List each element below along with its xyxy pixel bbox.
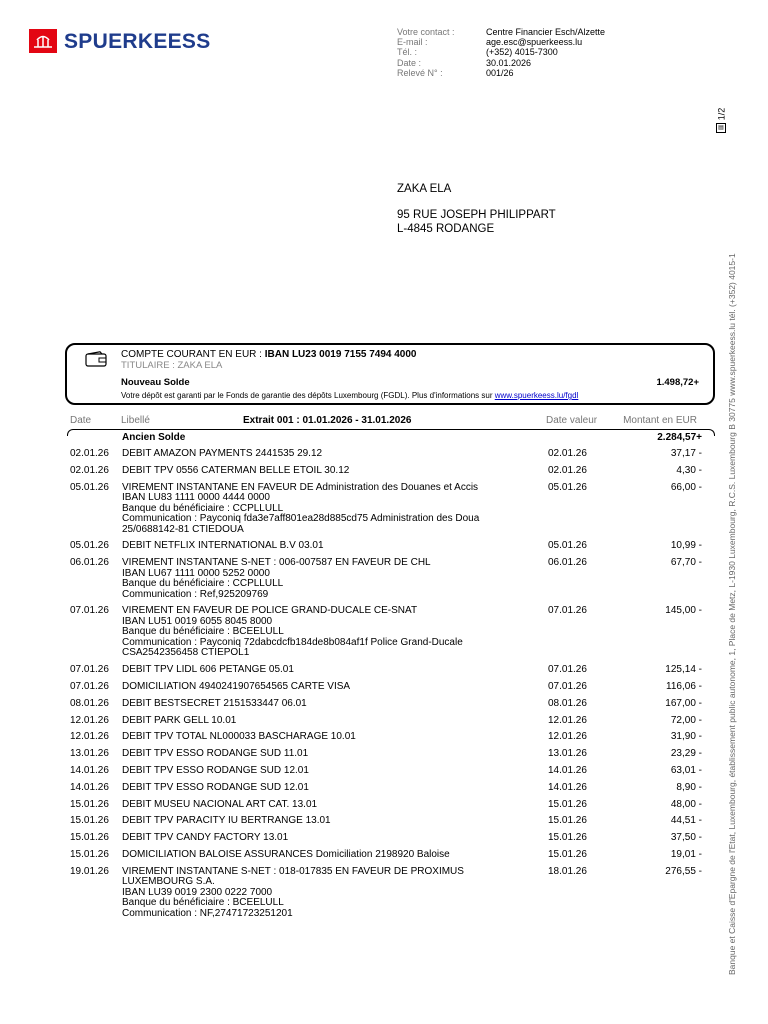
contact-row <box>397 37 605 47</box>
table-row <box>70 800 702 811</box>
fgdl-text: Votre dépôt est garanti par le Fonds de garantie des dépôts Luxembourg (FGDL). Plus d'informations sur <box>121 391 495 400</box>
col-date-valeur: Date valeur <box>546 415 598 426</box>
row-amount: 72,00 - <box>670 714 702 726</box>
row-date: 07.01.26 <box>70 605 109 617</box>
row-libelle <box>122 867 542 920</box>
contact-row <box>397 58 605 68</box>
row-date-valeur: 02.01.26 <box>548 464 587 476</box>
libelle-line: IBAN LU67 1111 0000 5252 0000 <box>122 567 270 579</box>
contact-row <box>397 68 605 78</box>
account-title <box>121 349 417 360</box>
row-date: 14.01.26 <box>70 781 109 793</box>
address-line2: L-4845 RODANGE <box>397 222 495 235</box>
contact-value: 30.01.2026 <box>486 57 532 68</box>
table-header <box>67 415 711 429</box>
table-row <box>70 558 702 600</box>
row-date: 15.01.26 <box>70 832 109 844</box>
row-date-valeur: 14.01.26 <box>548 781 587 793</box>
row-libelle <box>122 449 542 460</box>
row-date-valeur: 14.01.26 <box>548 765 587 777</box>
libelle-line: DEBIT TPV CANDY FACTORY 13.01 <box>122 832 289 844</box>
table-row <box>70 816 702 827</box>
row-libelle <box>122 558 542 600</box>
opening-balance-label: Ancien Solde <box>122 432 186 443</box>
libelle-line: IBAN LU83 1111 0000 4444 0000 <box>122 492 270 504</box>
row-libelle <box>122 816 542 827</box>
account-summary <box>65 343 715 405</box>
table-row <box>70 483 702 536</box>
row-date-valeur: 15.01.26 <box>548 832 587 844</box>
libelle-line: DEBIT TPV ESSO RODANGE SUD 11.01 <box>122 748 309 760</box>
libelle-line: Communication : NF,27471723251201 <box>122 907 293 919</box>
col-montant: Montant en EUR <box>623 415 697 426</box>
contact-block <box>397 27 605 78</box>
page-icon: ▤ <box>716 123 726 133</box>
libelle-line: LUXEMBOURG S.A. <box>122 876 215 888</box>
table-row <box>70 665 702 676</box>
row-libelle <box>122 716 542 727</box>
row-libelle <box>122 466 542 477</box>
libelle-line: DEBIT PARK GELL 10.01 <box>122 714 237 726</box>
libelle-line: DEBIT TPV LIDL 606 PETANGE 05.01 <box>122 664 294 676</box>
fgdl-notice <box>121 391 578 400</box>
libelle-line: DEBIT TPV 0556 CATERMAN BELLE ETOIL 30.12 <box>122 464 350 476</box>
row-amount: 66,00 - <box>670 481 702 493</box>
libelle-line: Banque du bénéficiaire : BCEELULL <box>122 626 284 638</box>
row-amount: 8,90 - <box>676 781 702 793</box>
col-date: Date <box>70 415 92 426</box>
table-row <box>70 449 702 460</box>
extrait-period: Extrait 001 : 01.01.2026 - 31.01.2026 <box>243 415 412 426</box>
table-row <box>70 783 702 794</box>
row-amount: 48,00 - <box>670 798 702 810</box>
row-date-valeur: 07.01.26 <box>548 664 587 676</box>
libelle-line: Banque du bénéficiaire : BCEELULL <box>122 897 284 909</box>
contact-value: Centre Financier Esch/Alzette <box>486 27 606 37</box>
contact-label: E-mail : <box>397 37 428 48</box>
row-date-valeur: 06.01.26 <box>548 557 587 569</box>
row-amount: 145,00 - <box>665 605 702 617</box>
libelle-line: DEBIT NETFLIX INTERNATIONAL B.V 03.01 <box>122 540 324 552</box>
table-row <box>70 466 702 477</box>
opening-balance-row <box>70 433 702 449</box>
libelle-line: DOMICILIATION BALOISE ASSURANCES Domiciliation 2198920 Baloise <box>122 849 450 861</box>
row-date: 14.01.26 <box>70 765 109 777</box>
row-date-valeur: 05.01.26 <box>548 540 587 552</box>
row-date: 05.01.26 <box>70 540 109 552</box>
libelle-line: Banque du bénéficiaire : CCPLLULL <box>122 502 284 514</box>
row-amount: 23,29 - <box>670 748 702 760</box>
transactions-list <box>70 433 702 926</box>
row-date: 02.01.26 <box>70 464 109 476</box>
libelle-line: IBAN LU51 0019 6055 8045 8000 <box>122 615 273 627</box>
table-row <box>70 716 702 727</box>
libelle-line: DOMICILIATION 4940241907654565 CARTE VISA <box>122 681 351 693</box>
row-date-valeur: 12.01.26 <box>548 714 587 726</box>
row-date-valeur: 02.01.26 <box>548 448 587 459</box>
row-date: 15.01.26 <box>70 815 109 827</box>
fgdl-link[interactable]: www.spuerkeess.lu/fgdl <box>494 391 579 400</box>
spuerkeess-logo-icon <box>29 29 57 53</box>
row-amount: 10,99 - <box>670 540 702 552</box>
row-amount: 67,70 - <box>670 557 702 569</box>
table-row <box>70 850 702 861</box>
recipient-name: ZAKA ELA <box>397 183 452 195</box>
row-libelle <box>122 749 542 760</box>
libelle-line: VIREMENT EN FAVEUR DE POLICE GRAND-DUCALE CE-SNAT <box>122 605 418 617</box>
row-date: 12.01.26 <box>70 731 109 743</box>
libelle-line: Communication : Payconiq fda3e7aff801ea28d885cd75 Administration des Doua <box>122 513 480 525</box>
libelle-line: DEBIT TPV ESSO RODANGE SUD 12.01 <box>122 765 309 777</box>
account-holder: TITULAIRE : ZAKA ELA <box>121 360 223 371</box>
row-libelle <box>122 732 542 743</box>
libelle-line: DEBIT TPV TOTAL NL000033 BASCHARAGE 10.01 <box>122 731 356 743</box>
table-row <box>70 749 702 760</box>
row-amount: 4,30 - <box>676 464 702 476</box>
libelle-line: VIREMENT INSTANTANE S-NET : 018-017835 EN FAVEUR DE PROXIMUS <box>122 865 464 877</box>
table-row <box>70 606 702 659</box>
row-date-valeur: 12.01.26 <box>548 731 587 743</box>
row-date: 05.01.26 <box>70 481 109 493</box>
bank-logo <box>29 29 211 55</box>
row-libelle <box>122 682 542 693</box>
row-date: 07.01.26 <box>70 681 109 693</box>
row-date: 08.01.26 <box>70 697 109 709</box>
row-date-valeur: 15.01.26 <box>548 849 587 861</box>
row-libelle <box>122 833 542 844</box>
contact-value: (+352) 4015-7300 <box>486 47 558 58</box>
libelle-line: Communication : Payconiq 72dabcdcfb184de8b084af1f Police Grand-Ducale <box>122 636 463 648</box>
contact-row <box>397 27 605 37</box>
libelle-line: Banque du bénéficiaire : CCPLLULL <box>122 578 284 590</box>
row-date: 12.01.26 <box>70 714 109 726</box>
libelle-line: DEBIT TPV ESSO RODANGE SUD 12.01 <box>122 781 309 793</box>
row-libelle <box>122 766 542 777</box>
contact-value: 001/26 <box>486 67 514 78</box>
row-libelle <box>122 699 542 710</box>
row-date: 02.01.26 <box>70 448 109 459</box>
libelle-line: Communication : Ref,925209769 <box>122 588 269 600</box>
libelle-line: IBAN LU39 0019 2300 0222 7000 <box>122 886 273 898</box>
contact-value: age.esc@spuerkeess.lu <box>486 37 583 48</box>
new-balance-value: 1.498,72+ <box>656 377 699 388</box>
contact-label: Relevé N° : <box>397 67 443 78</box>
row-date-valeur: 07.01.26 <box>548 605 587 617</box>
row-date: 15.01.26 <box>70 798 109 810</box>
row-amount: 37,17 - <box>670 448 702 459</box>
opening-balance-value: 2.284,57+ <box>657 432 702 443</box>
contact-label: Votre contact : <box>397 27 455 37</box>
libelle-line: 25/0688142-81 CTIEDOUA <box>122 523 244 535</box>
contact-label: Tél. : <box>397 47 418 58</box>
wallet-icon <box>85 351 107 367</box>
row-libelle <box>122 665 542 676</box>
row-date-valeur: 15.01.26 <box>548 798 587 810</box>
libelle-line: VIREMENT INSTANTANE S-NET : 006-007587 EN FAVEUR DE CHL <box>122 557 431 569</box>
row-amount: 63,01 - <box>670 765 702 777</box>
page-number <box>713 103 733 133</box>
row-libelle <box>122 541 542 552</box>
table-row <box>70 766 702 777</box>
row-date: 13.01.26 <box>70 748 109 760</box>
table-row <box>70 682 702 693</box>
row-date-valeur: 18.01.26 <box>548 865 587 877</box>
row-amount: 31,90 - <box>670 731 702 743</box>
row-date-valeur: 05.01.26 <box>548 481 587 493</box>
account-iban: IBAN LU23 0019 7155 7494 4000 <box>264 349 417 360</box>
row-date-valeur: 15.01.26 <box>548 815 587 827</box>
row-amount: 19,01 - <box>670 849 702 861</box>
table-row <box>70 867 702 920</box>
table-row <box>70 833 702 844</box>
libelle-line: DEBIT BESTSECRET 2151533447 06.01 <box>122 697 307 709</box>
row-libelle <box>122 783 542 794</box>
new-balance-label: Nouveau Solde <box>121 377 190 388</box>
table-row <box>70 732 702 743</box>
row-libelle <box>122 606 542 659</box>
row-date-valeur: 07.01.26 <box>548 681 587 693</box>
col-libelle: Libellé <box>121 415 150 426</box>
row-date-valeur: 13.01.26 <box>548 748 587 760</box>
row-amount: 167,00 - <box>665 697 702 709</box>
table-row <box>70 699 702 710</box>
row-libelle <box>122 800 542 811</box>
logo-text: SPUERKEESS <box>64 30 211 53</box>
row-date: 07.01.26 <box>70 664 109 676</box>
row-libelle <box>122 850 542 861</box>
row-date: 19.01.26 <box>70 865 109 877</box>
row-amount: 276,55 - <box>665 865 702 877</box>
page-number-text: 1/2 <box>716 107 727 121</box>
libelle-line: CSA2542356458 CTIEPOL1 <box>122 647 250 659</box>
row-amount: 116,06 - <box>666 681 702 693</box>
legal-sidebar: Banque et Caisse d'Epargne de l'Etat, Luxembourg, établissement public autonome, 1, Place de Metz, L-1930 Luxembourg, R.C.S. Luxembourg B 30775 www.spuerkeess.lu tél. (+352) 4015-1 <box>727 253 737 975</box>
libelle-line: VIREMENT INSTANTANE EN FAVEUR DE Administration des Douanes et Accis <box>122 481 479 493</box>
contact-label: Date : <box>397 57 422 68</box>
libelle-line: DEBIT TPV PARACITY IU BERTRANGE 13.01 <box>122 815 331 827</box>
libelle-line: DEBIT AMAZON PAYMENTS 2441535 29.12 <box>122 448 323 459</box>
account-type: COMPTE COURANT EN EUR : <box>121 349 265 360</box>
row-amount: 125,14 - <box>665 664 702 676</box>
row-date-valeur: 08.01.26 <box>548 697 587 709</box>
row-libelle <box>122 483 542 536</box>
row-amount: 44,51 - <box>670 815 702 827</box>
table-row <box>70 541 702 552</box>
row-date: 06.01.26 <box>70 557 109 569</box>
row-date: 15.01.26 <box>70 849 109 861</box>
contact-row <box>397 47 605 57</box>
row-amount: 37,50 - <box>670 832 702 844</box>
recipient-address <box>397 183 556 236</box>
address-line1: 95 RUE JOSEPH PHILIPPART <box>397 209 556 222</box>
libelle-line: DEBIT MUSEU NACIONAL ART CAT. 13.01 <box>122 798 318 810</box>
